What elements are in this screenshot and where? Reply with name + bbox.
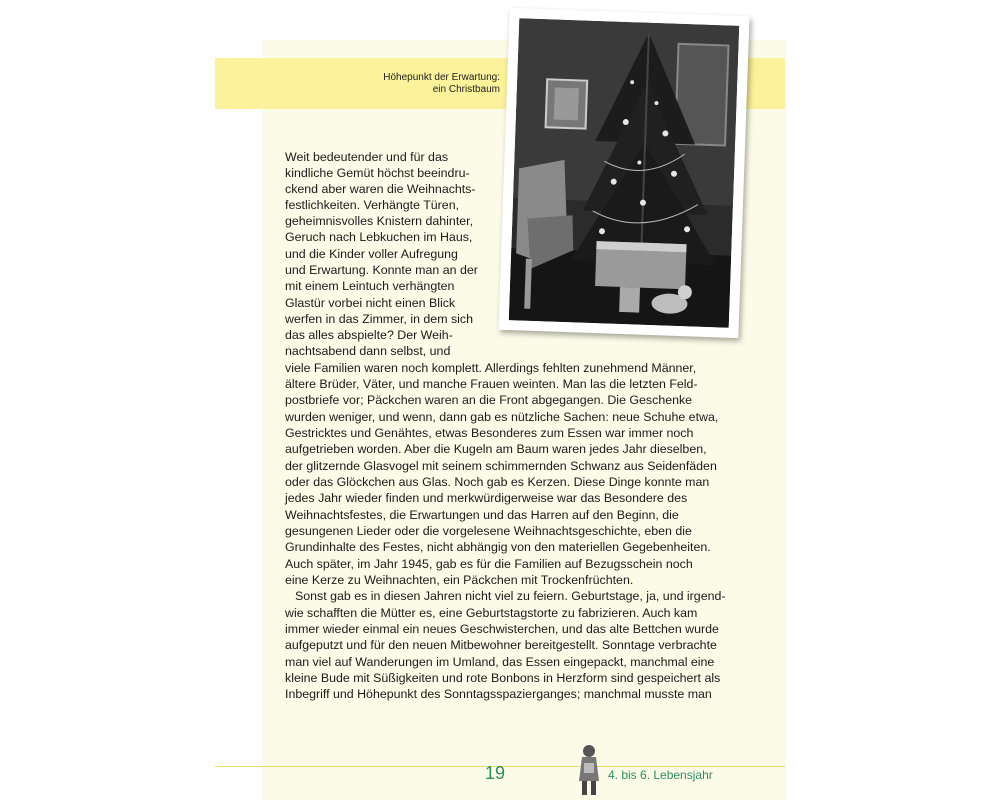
body-line: geheimnisvolles Knistern dahinter,: [285, 214, 474, 228]
caption-line-1: Höhepunkt der Erwartung:: [383, 72, 500, 83]
section-title: 4. bis 6. Lebensjahr: [608, 768, 713, 782]
page-number: 19: [485, 763, 506, 783]
body-line: wie schafften die Mütter es, eine Geburtstagstorte zu fabrizieren. Auch kam: [285, 606, 698, 620]
body-line: ältere Brüder, Väter, und manche Frauen weinten. Man las die letzten Feld-: [285, 377, 698, 391]
body-line: aufgeputzt und für den neuen Mitbewohner bereitgestellt. Sonntage verbrachte: [285, 638, 717, 652]
body-line: Glastür vorbei nicht einen Blick: [285, 296, 456, 310]
body-line: und Erwartung. Konnte man an der: [285, 263, 478, 277]
body-line: Inbegriff und Höhepunkt des Sonntagsspazierganges; manchmal musste man: [285, 687, 712, 701]
body-line: wurden weniger, und wenn, dann gab es nützliche Sachen: neue Schuhe etwa,: [285, 410, 719, 424]
body-line: immer wieder einmal ein neues Geschwisterchen, und das alte Bettchen wurde: [285, 622, 719, 636]
body-line: kleine Bude mit Süßigkeiten und rote Bonbons in Herzform sind gespeichert als: [285, 671, 721, 685]
body-line: oder das Glöckchen aus Glas. Noch gab es Kerzen. Diese Dinge konnte man: [285, 475, 710, 489]
body-line: Geruch nach Lebkuchen im Haus,: [285, 230, 473, 244]
photo-caption: [340, 72, 500, 96]
body-line: jedes Jahr wieder finden und merkwürdigerweise war das Besondere des: [285, 491, 688, 505]
body-line: werfen in das Zimmer, in dem sich: [285, 312, 473, 326]
photo-image: [509, 18, 739, 327]
body-line: eine Kerze zu Weihnachten, ein Päckchen mit Trockenfrüchten.: [285, 573, 634, 587]
body-line: und die Kinder voller Aufregung: [285, 247, 458, 261]
body-line: postbriefe vor; Päckchen waren an die Front abgegangen. Die Geschenke: [285, 393, 693, 407]
child-figure-icon: [576, 743, 602, 799]
body-line: man viel auf Wanderungen im Umland, das Essen eingepackt, manchmal eine: [285, 655, 715, 669]
body-line: kindliche Gemüt höchst beeindru-: [285, 166, 470, 180]
body-line: das alles abspielte? Der Weih-: [285, 328, 453, 342]
body-line: ckend aber waren die Weihnachts-: [285, 182, 476, 196]
body-line: viele Familien waren noch komplett. Allerdings fehlten zunehmend Männer,: [285, 361, 697, 375]
body-line: Weihnachtsfestes, die Erwartungen und das Harren auf den Beginn, die: [285, 508, 679, 522]
body-line: mit einem Leintuch verhängten: [285, 279, 455, 293]
body-line: Sonst gab es in diesen Jahren nicht viel zu feiern. Geburtstage, ja, und irgend-: [295, 589, 726, 603]
body-line: nachtsabend dann selbst, und: [285, 344, 451, 358]
christmas-tree-photo: [498, 8, 749, 338]
caption-line-2: ein Christbaum: [432, 84, 500, 95]
body-line: Gestricktes und Genähtes, etwas Besonderes zum Essen war immer noch: [285, 426, 694, 440]
body-line: gesungenen Lieder oder die vorgelesene Weihnachtsgeschichte, eben die: [285, 524, 692, 538]
body-line: Grundinhalte des Festes, nicht abhängig von den materiellen Gegebenheiten.: [285, 540, 711, 554]
body-line: Auch später, im Jahr 1945, gab es für die Familien auf Bezugsschein noch: [285, 557, 693, 571]
body-line: Weit bedeutender und für das: [285, 150, 449, 164]
body-line: der glitzernde Glasvogel mit seinem schimmernden Schwanz aus Seidenfäden: [285, 459, 717, 473]
body-line: festlichkeiten. Verhängte Türen,: [285, 198, 460, 212]
body-line: aufgetrieben worden. Aber die Kugeln am Baum waren jedes Jahr dieselben,: [285, 442, 707, 456]
